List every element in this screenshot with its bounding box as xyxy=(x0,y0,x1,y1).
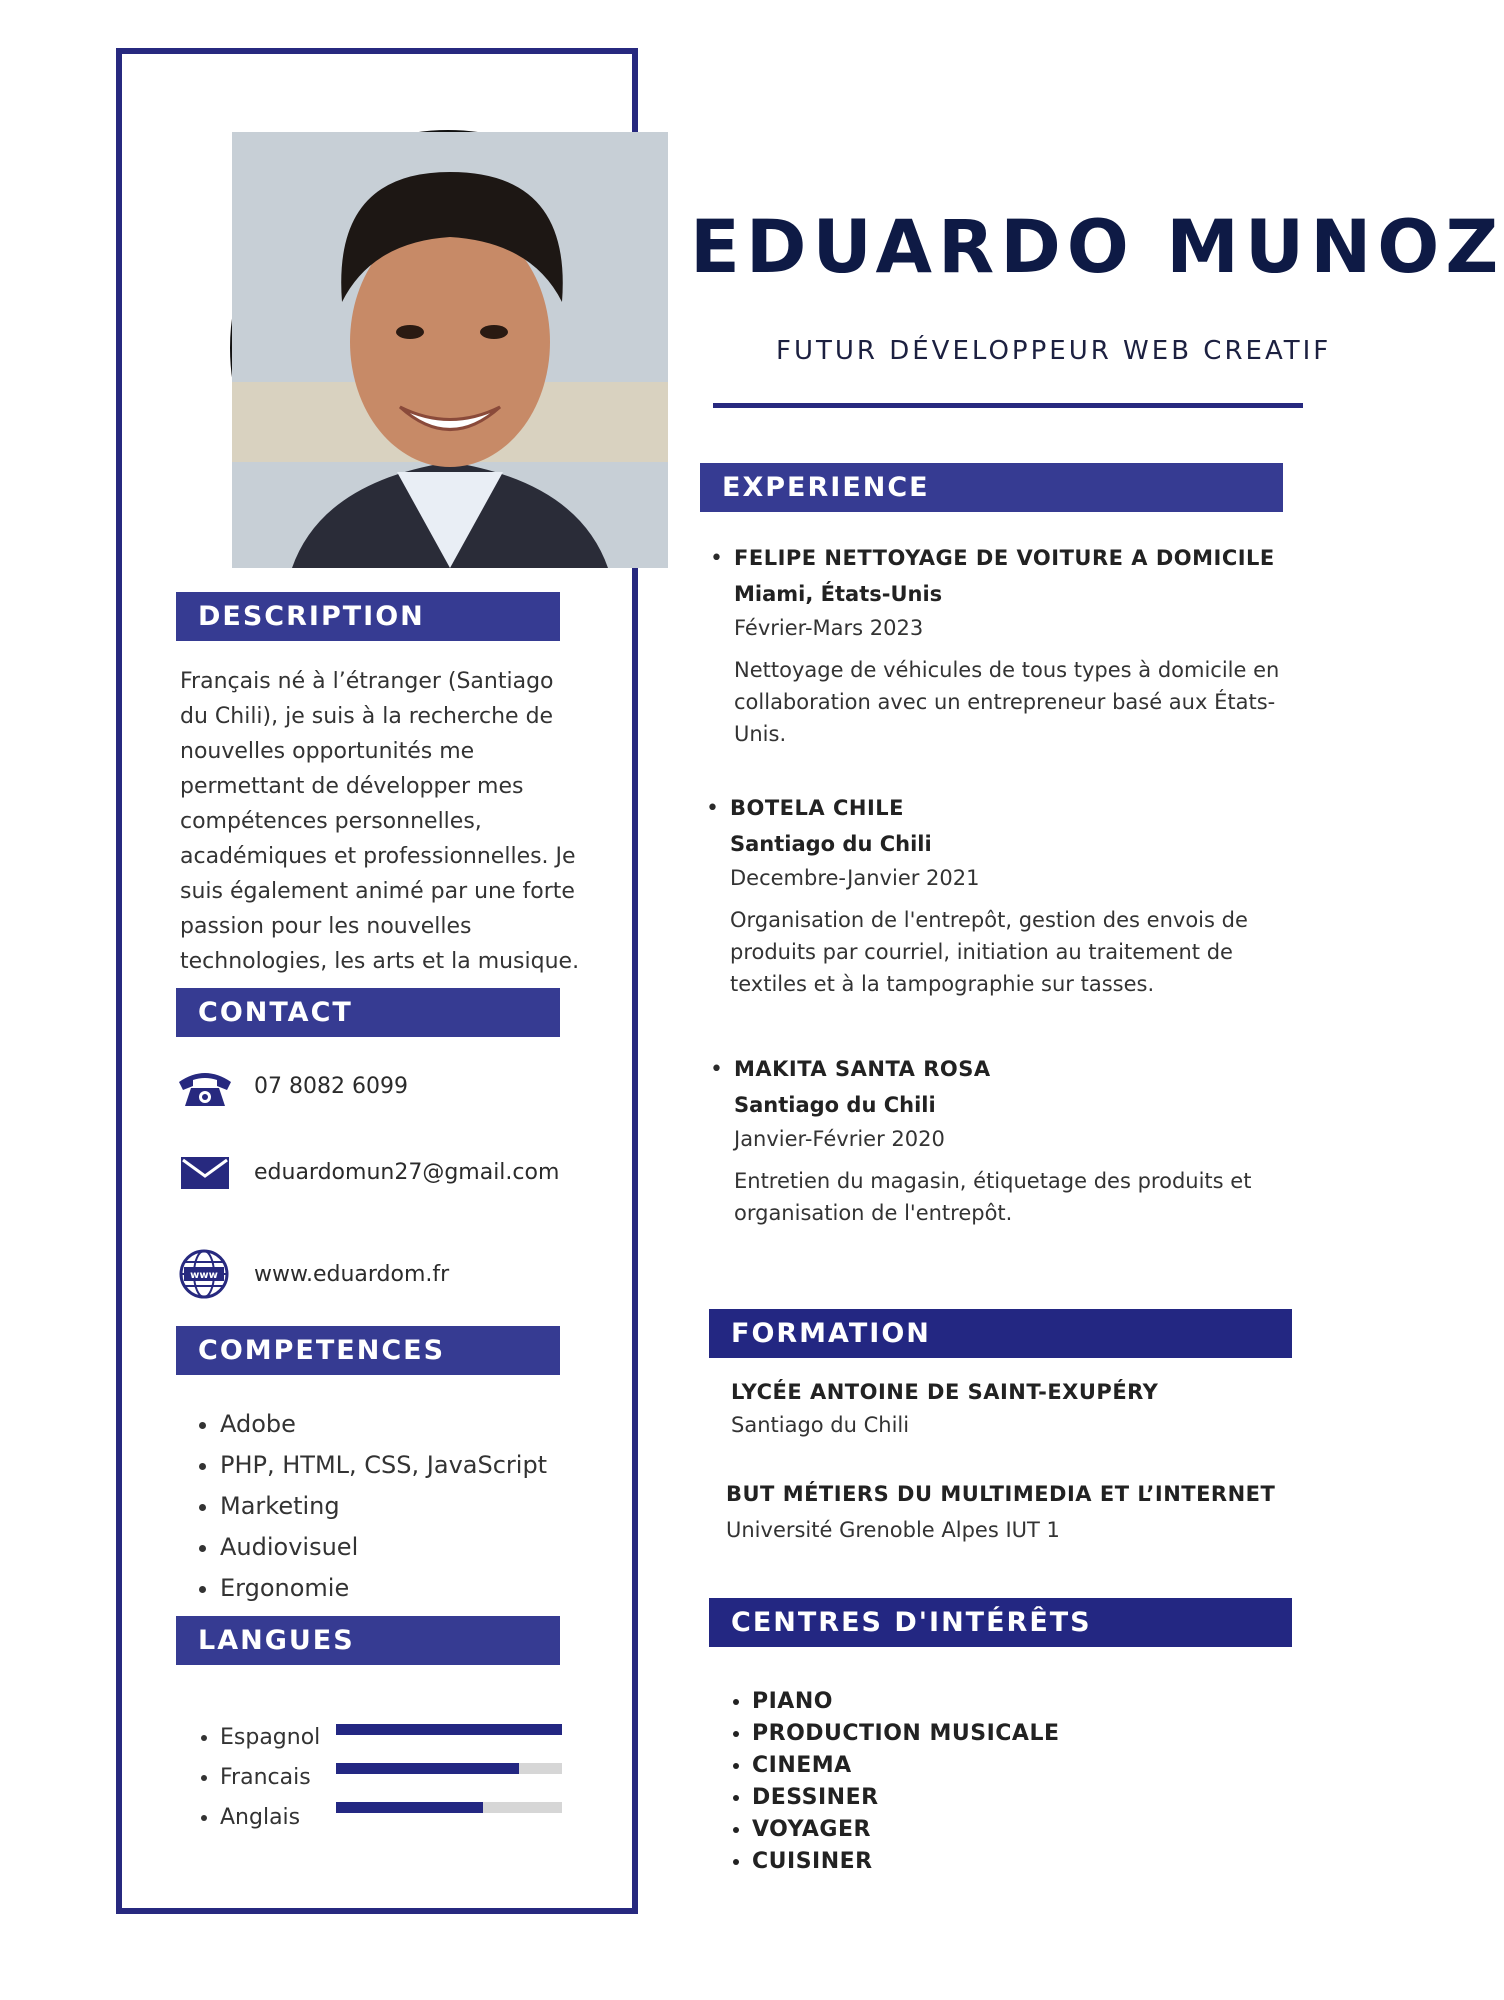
experience-company: BOTELA CHILE xyxy=(730,796,904,820)
formation-school: BUT MÉTIERS DU MULTIMEDIA ET L’INTERNET xyxy=(726,1482,1276,1506)
frame-left xyxy=(116,48,122,1914)
list-item: • PRODUCTION MUSICALE xyxy=(752,1718,1060,1750)
experience-header: EXPERIENCE xyxy=(700,463,1283,512)
experience-item xyxy=(710,1057,1294,1229)
experience-item xyxy=(710,546,1294,750)
formation-school: LYCÉE ANTOINE DE SAINT-EXUPÉRY xyxy=(731,1380,1159,1404)
website-url[interactable]: www.eduardom.fr xyxy=(254,1262,450,1287)
experience-place: Santiago du Chili xyxy=(730,832,932,856)
globe-icon xyxy=(178,1248,230,1300)
frame-bottom xyxy=(116,1908,638,1914)
contact-header: CONTACT xyxy=(176,988,560,1037)
formation-place: Santiago du Chili xyxy=(731,1413,910,1437)
experience-place: Santiago du Chili xyxy=(734,1093,936,1117)
list-item: • PIANO xyxy=(752,1686,1060,1718)
list-item: • Marketing xyxy=(220,1486,547,1527)
experience-company: MAKITA SANTA ROSA xyxy=(734,1057,991,1081)
langues-header: LANGUES xyxy=(176,1616,560,1665)
phone-number[interactable]: 07 8082 6099 xyxy=(254,1074,408,1099)
language-level-fill xyxy=(336,1724,562,1735)
list-item: • PHP, HTML, CSS, JavaScript xyxy=(220,1445,547,1486)
phone-icon xyxy=(175,1068,235,1108)
email-address[interactable]: eduardomun27@gmail.com xyxy=(254,1160,560,1185)
skills-list xyxy=(190,1404,547,1609)
profile-photo xyxy=(230,130,666,566)
title-divider xyxy=(713,403,1303,408)
list-item: • Audiovisuel xyxy=(220,1527,547,1568)
experience-date: Decembre-Janvier 2021 xyxy=(730,866,980,890)
language-level-bar xyxy=(336,1724,562,1735)
competences-header: COMPETENCES xyxy=(176,1326,560,1375)
description-text: Français né à l’étranger (Santiago du Chili), je suis à la recherche de nouvelles opportunités me permettant de développer mes compétences personnelles, académiques et professionnelles. Je suis également animé par une forte passion pour les nouvelles technologies, les arts et la musique. xyxy=(180,669,580,974)
formation-header: FORMATION xyxy=(709,1309,1292,1358)
formation-place: Université Grenoble Alpes IUT 1 xyxy=(726,1518,1060,1542)
list-item: • CINEMA xyxy=(752,1750,1060,1782)
experience-description: Organisation de l'entrepôt, gestion des envois de produits par courriel, initiation au traitement de textiles et à la tampographie sur tasses. xyxy=(730,908,1248,996)
envelope-icon xyxy=(180,1156,230,1190)
bullet-icon: • xyxy=(710,1057,723,1082)
list-item: • Ergonomie xyxy=(220,1568,547,1609)
experience-description: Entretien du magasin, étiquetage des produits et organisation de l'entrepôt. xyxy=(734,1169,1252,1225)
experience-date: Janvier-Février 2020 xyxy=(734,1127,945,1151)
frame-right-lower xyxy=(632,470,638,1914)
experience-item xyxy=(706,796,1290,1000)
languages-list xyxy=(190,1718,320,1838)
portrait-illustration xyxy=(232,132,668,568)
description-header: DESCRIPTION xyxy=(176,592,560,641)
language-level-fill xyxy=(336,1763,519,1774)
language-level-bar xyxy=(336,1802,562,1813)
language-item: • Anglais xyxy=(220,1798,320,1838)
list-item: • VOYAGER xyxy=(752,1814,1060,1846)
list-item: • CUISINER xyxy=(752,1846,1060,1878)
experience-description: Nettoyage de véhicules de tous types à domicile en collaboration avec un entrepreneur basé aux États-Unis. xyxy=(734,658,1280,746)
frame-right-upper xyxy=(632,48,638,142)
frame-top xyxy=(116,48,638,54)
interets-header: CENTRES D'INTÉRÊTS xyxy=(709,1598,1292,1647)
language-item: • Espagnol xyxy=(220,1718,320,1758)
interests-list xyxy=(722,1686,1060,1878)
bullet-icon: • xyxy=(710,546,723,571)
bullet-icon: • xyxy=(706,796,719,821)
experience-company: FELIPE NETTOYAGE DE VOITURE A DOMICILE xyxy=(734,546,1275,570)
list-item: • Adobe xyxy=(220,1404,547,1445)
language-level-fill xyxy=(336,1802,483,1813)
language-item: • Francais xyxy=(220,1758,320,1798)
svg-text:www: www xyxy=(190,1270,218,1281)
experience-date: Février-Mars 2023 xyxy=(734,616,924,640)
experience-place: Miami, États-Unis xyxy=(734,582,943,606)
job-title: FUTUR DÉVELOPPEUR WEB CREATIF xyxy=(776,336,1332,366)
language-level-bar xyxy=(336,1763,562,1774)
list-item: • DESSINER xyxy=(752,1782,1060,1814)
candidate-name: EDUARDO MUNOZ xyxy=(690,205,1504,290)
